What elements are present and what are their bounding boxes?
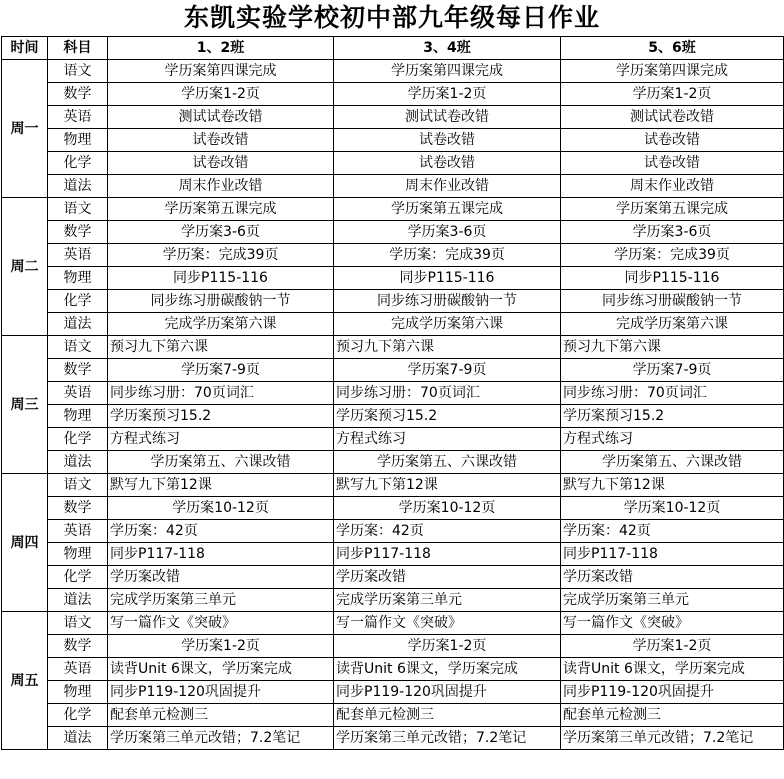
homework-cell: 学历案7-9页	[334, 359, 561, 382]
table-row	[2, 313, 784, 336]
table-row	[2, 451, 784, 474]
homework-cell: 同步练习册碳酸钠一节	[334, 290, 561, 313]
homework-cell: 测试试卷改错	[108, 106, 334, 129]
homework-cell: 学历案改错	[561, 566, 784, 589]
homework-cell: 同步P119-120巩固提升	[108, 681, 334, 704]
homework-cell: 学历案第三单元改错；7.2笔记	[108, 727, 334, 750]
homework-cell: 学历案1-2页	[108, 635, 334, 658]
subject-cell: 物理	[48, 267, 108, 290]
homework-cell: 配套单元检测三	[561, 704, 784, 727]
subject-cell: 道法	[48, 589, 108, 612]
homework-cell: 读背Unit 6课文，学历案完成	[561, 658, 784, 681]
subject-cell: 道法	[48, 313, 108, 336]
header-class-3-4: 3、4班	[334, 37, 561, 60]
homework-cell: 同步P115-116	[561, 267, 784, 290]
subject-cell: 物理	[48, 681, 108, 704]
day-cell: 周一	[2, 60, 48, 198]
homework-cell: 试卷改错	[561, 152, 784, 175]
homework-cell: 学历案第五课完成	[334, 198, 561, 221]
subject-cell: 英语	[48, 658, 108, 681]
page-title: 东凯实验学校初中部九年级每日作业	[183, 3, 600, 32]
subject-cell: 物理	[48, 543, 108, 566]
table-row	[2, 405, 784, 428]
homework-cell: 学历案改错	[108, 566, 334, 589]
homework-cell: 写一篇作文《突破》	[334, 612, 561, 635]
table-row	[2, 290, 784, 313]
homework-cell: 学历案预习15.2	[108, 405, 334, 428]
homework-cell: 预习九下第六课	[334, 336, 561, 359]
homework-cell: 学历案：完成39页	[334, 244, 561, 267]
table-row	[2, 474, 784, 497]
homework-cell: 读背Unit 6课文，学历案完成	[108, 658, 334, 681]
homework-cell: 学历案1-2页	[334, 635, 561, 658]
homework-cell: 默写九下第12课	[334, 474, 561, 497]
homework-cell: 测试试卷改错	[334, 106, 561, 129]
homework-cell: 试卷改错	[334, 129, 561, 152]
homework-cell: 同步P115-116	[108, 267, 334, 290]
homework-table	[1, 36, 784, 750]
homework-cell: 学历案10-12页	[334, 497, 561, 520]
header-time: 时间	[2, 37, 48, 60]
homework-cell: 学历案第五课完成	[561, 198, 784, 221]
homework-cell: 预习九下第六课	[561, 336, 784, 359]
header-class-1-2: 1、2班	[108, 37, 334, 60]
homework-cell: 试卷改错	[108, 152, 334, 175]
homework-cell: 同步P115-116	[334, 267, 561, 290]
table-row	[2, 658, 784, 681]
homework-cell: 学历案：42页	[561, 520, 784, 543]
homework-cell: 试卷改错	[108, 129, 334, 152]
homework-cell: 测试试卷改错	[561, 106, 784, 129]
homework-cell: 学历案：完成39页	[561, 244, 784, 267]
table-row	[2, 704, 784, 727]
table-row	[2, 497, 784, 520]
subject-cell: 道法	[48, 451, 108, 474]
table-row	[2, 336, 784, 359]
subject-cell: 英语	[48, 382, 108, 405]
homework-cell: 学历案10-12页	[561, 497, 784, 520]
homework-cell: 同步P117-118	[561, 543, 784, 566]
homework-cell: 学历案：42页	[334, 520, 561, 543]
subject-cell: 道法	[48, 727, 108, 750]
homework-cell: 完成学历案第三单元	[334, 589, 561, 612]
homework-cell: 写一篇作文《突破》	[108, 612, 334, 635]
homework-cell: 学历案7-9页	[108, 359, 334, 382]
subject-cell: 化学	[48, 566, 108, 589]
header-subject: 科目	[48, 37, 108, 60]
subject-cell: 数学	[48, 635, 108, 658]
table-row	[2, 543, 784, 566]
subject-cell: 英语	[48, 520, 108, 543]
homework-cell: 完成学历案第三单元	[108, 589, 334, 612]
table-row	[2, 612, 784, 635]
homework-cell: 学历案1-2页	[561, 635, 784, 658]
homework-cell: 试卷改错	[334, 152, 561, 175]
subject-cell: 数学	[48, 83, 108, 106]
homework-cell: 同步练习册：70页词汇	[561, 382, 784, 405]
table-row	[2, 520, 784, 543]
table-row	[2, 152, 784, 175]
homework-cell: 完成学历案第三单元	[561, 589, 784, 612]
homework-cell: 学历案预习15.2	[334, 405, 561, 428]
homework-cell: 学历案：42页	[108, 520, 334, 543]
day-cell: 周四	[2, 474, 48, 612]
homework-cell: 配套单元检测三	[334, 704, 561, 727]
table-row	[2, 267, 784, 290]
homework-body	[2, 60, 784, 750]
table-row	[2, 175, 784, 198]
homework-cell: 学历案10-12页	[108, 497, 334, 520]
table-row	[2, 129, 784, 152]
homework-cell: 学历案第四课完成	[108, 60, 334, 83]
subject-cell: 数学	[48, 359, 108, 382]
homework-cell: 学历案预习15.2	[561, 405, 784, 428]
subject-cell: 英语	[48, 106, 108, 129]
day-cell: 周三	[2, 336, 48, 474]
homework-cell: 学历案第三单元改错；7.2笔记	[561, 727, 784, 750]
homework-cell: 学历案第四课完成	[561, 60, 784, 83]
homework-cell: 方程式练习	[561, 428, 784, 451]
homework-cell: 周末作业改错	[108, 175, 334, 198]
homework-cell: 学历案第三单元改错；7.2笔记	[334, 727, 561, 750]
subject-cell: 语文	[48, 474, 108, 497]
homework-cell: 写一篇作文《突破》	[561, 612, 784, 635]
homework-cell: 同步P117-118	[334, 543, 561, 566]
table-row	[2, 566, 784, 589]
table-row	[2, 244, 784, 267]
table-row	[2, 635, 784, 658]
homework-cell: 同步P117-118	[108, 543, 334, 566]
table-row	[2, 727, 784, 750]
homework-cell: 默写九下第12课	[108, 474, 334, 497]
table-row	[2, 221, 784, 244]
header-row	[2, 37, 784, 60]
homework-cell: 方程式练习	[334, 428, 561, 451]
homework-cell: 完成学历案第六课	[334, 313, 561, 336]
homework-cell: 读背Unit 6课文，学历案完成	[334, 658, 561, 681]
homework-cell: 同步P119-120巩固提升	[561, 681, 784, 704]
homework-cell: 学历案1-2页	[561, 83, 784, 106]
table-row	[2, 382, 784, 405]
subject-cell: 数学	[48, 221, 108, 244]
homework-cell: 试卷改错	[561, 129, 784, 152]
subject-cell: 化学	[48, 152, 108, 175]
subject-cell: 化学	[48, 290, 108, 313]
homework-cell: 同步P119-120巩固提升	[334, 681, 561, 704]
subject-cell: 语文	[48, 336, 108, 359]
subject-cell: 数学	[48, 497, 108, 520]
homework-cell: 学历案7-9页	[561, 359, 784, 382]
homework-cell: 学历案3-6页	[108, 221, 334, 244]
day-cell: 周五	[2, 612, 48, 750]
homework-cell: 学历案3-6页	[334, 221, 561, 244]
homework-cell: 学历案第四课完成	[334, 60, 561, 83]
homework-cell: 学历案第五、六课改错	[561, 451, 784, 474]
homework-cell: 学历案改错	[334, 566, 561, 589]
table-row	[2, 60, 784, 83]
subject-cell: 物理	[48, 405, 108, 428]
homework-cell: 学历案：完成39页	[108, 244, 334, 267]
homework-cell: 完成学历案第六课	[108, 313, 334, 336]
table-row	[2, 428, 784, 451]
subject-cell: 英语	[48, 244, 108, 267]
subject-cell: 道法	[48, 175, 108, 198]
homework-cell: 同步练习册碳酸钠一节	[561, 290, 784, 313]
homework-cell: 学历案3-6页	[561, 221, 784, 244]
subject-cell: 物理	[48, 129, 108, 152]
homework-cell: 学历案第五、六课改错	[334, 451, 561, 474]
header-class-5-6: 5、6班	[561, 37, 784, 60]
subject-cell: 语文	[48, 198, 108, 221]
table-row	[2, 681, 784, 704]
table-row	[2, 589, 784, 612]
homework-cell: 学历案1-2页	[108, 83, 334, 106]
subject-cell: 语文	[48, 60, 108, 83]
homework-cell: 学历案第五课完成	[108, 198, 334, 221]
homework-cell: 配套单元检测三	[108, 704, 334, 727]
homework-cell: 预习九下第六课	[108, 336, 334, 359]
homework-cell: 完成学历案第六课	[561, 313, 784, 336]
subject-cell: 语文	[48, 612, 108, 635]
homework-cell: 周末作业改错	[334, 175, 561, 198]
homework-cell: 同步练习册：70页词汇	[334, 382, 561, 405]
homework-cell: 学历案1-2页	[334, 83, 561, 106]
homework-cell: 周末作业改错	[561, 175, 784, 198]
subject-cell: 化学	[48, 704, 108, 727]
homework-cell: 同步练习册：70页词汇	[108, 382, 334, 405]
table-row	[2, 198, 784, 221]
day-cell: 周二	[2, 198, 48, 336]
homework-cell: 同步练习册碳酸钠一节	[108, 290, 334, 313]
table-row	[2, 106, 784, 129]
homework-cell: 默写九下第12课	[561, 474, 784, 497]
table-row	[2, 359, 784, 382]
subject-cell: 化学	[48, 428, 108, 451]
homework-cell: 方程式练习	[108, 428, 334, 451]
table-row	[2, 83, 784, 106]
homework-cell: 学历案第五、六课改错	[108, 451, 334, 474]
